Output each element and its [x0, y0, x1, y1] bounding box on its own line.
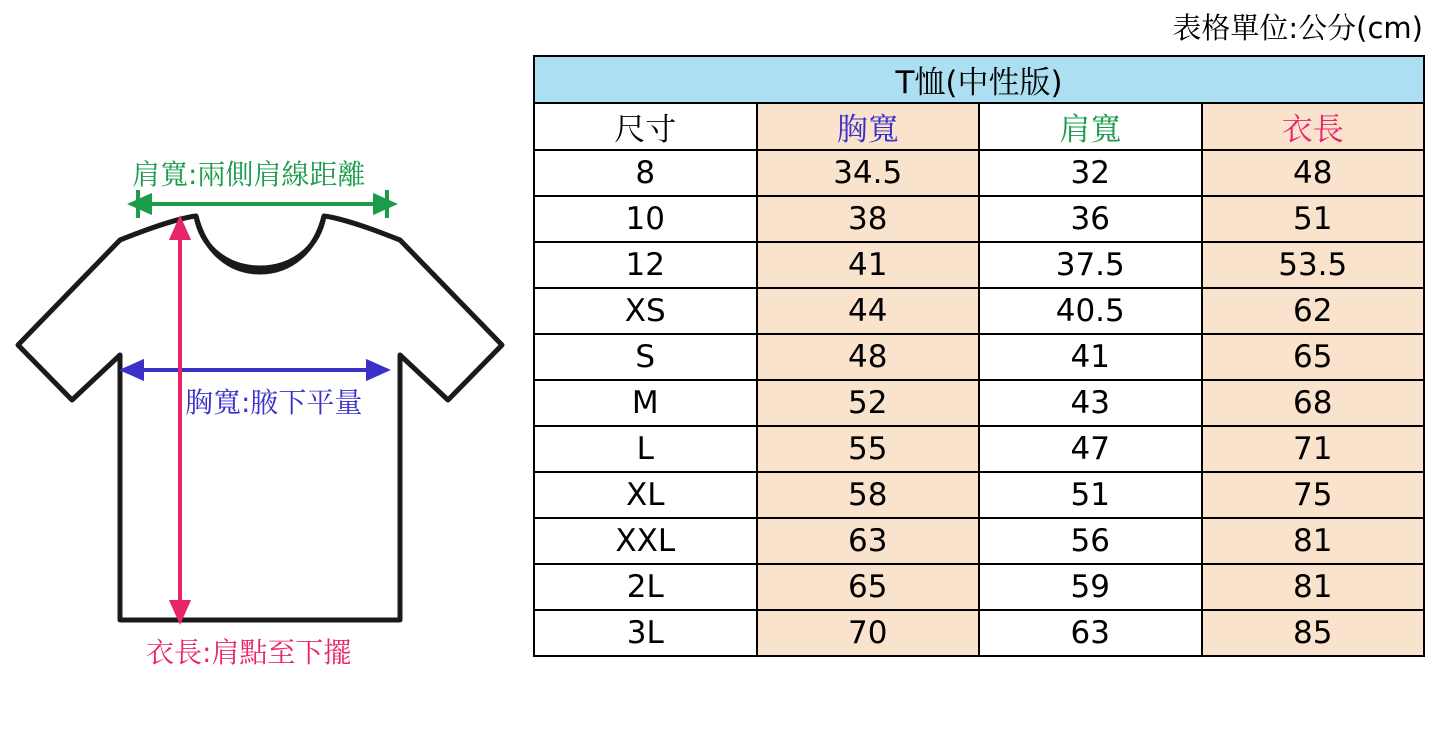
table-row — [534, 426, 1424, 472]
cell-shoulder: 36 — [979, 196, 1202, 242]
cell-chest: 41 — [757, 242, 980, 288]
cell-chest: 55 — [757, 426, 980, 472]
cell-shoulder: 37.5 — [979, 242, 1202, 288]
cell-shoulder: 59 — [979, 564, 1202, 610]
cell-size: 3L — [534, 610, 757, 656]
cell-length: 65 — [1202, 334, 1425, 380]
size-chart-table — [533, 55, 1425, 657]
cell-shoulder: 41 — [979, 334, 1202, 380]
cell-shoulder: 56 — [979, 518, 1202, 564]
cell-length: 71 — [1202, 426, 1425, 472]
cell-chest: 65 — [757, 564, 980, 610]
cell-size: L — [534, 426, 757, 472]
cell-shoulder: 40.5 — [979, 288, 1202, 334]
cell-length: 75 — [1202, 472, 1425, 518]
table-title: T恤(中性版) — [534, 56, 1424, 103]
cell-size: 8 — [534, 150, 757, 196]
cell-shoulder: 51 — [979, 472, 1202, 518]
table-row — [534, 288, 1424, 334]
cell-shoulder: 32 — [979, 150, 1202, 196]
table-row — [534, 472, 1424, 518]
cell-shoulder: 63 — [979, 610, 1202, 656]
cell-length: 51 — [1202, 196, 1425, 242]
cell-length: 68 — [1202, 380, 1425, 426]
cell-shoulder: 47 — [979, 426, 1202, 472]
shoulder-width-arrow — [132, 190, 393, 218]
cell-chest: 34.5 — [757, 150, 980, 196]
shoulder-width-label: 肩寬:兩側肩線距離 — [132, 158, 366, 191]
cell-chest: 44 — [757, 288, 980, 334]
cell-length: 81 — [1202, 518, 1425, 564]
cell-length: 53.5 — [1202, 242, 1425, 288]
table-row — [534, 518, 1424, 564]
table-row — [534, 150, 1424, 196]
table-row — [534, 196, 1424, 242]
column-header-shoulder: 肩寬 — [979, 103, 1202, 150]
table-row — [534, 242, 1424, 288]
tshirt-measurement-diagram — [0, 0, 520, 729]
column-header-chest: 胸寬 — [757, 103, 980, 150]
cell-chest: 63 — [757, 518, 980, 564]
table-row — [534, 380, 1424, 426]
cell-size: M — [534, 380, 757, 426]
cell-size: XL — [534, 472, 757, 518]
table-header-row — [534, 103, 1424, 150]
cell-chest: 52 — [757, 380, 980, 426]
cell-length: 48 — [1202, 150, 1425, 196]
cell-size: XS — [534, 288, 757, 334]
table-title-row — [534, 56, 1424, 103]
cell-size: XXL — [534, 518, 757, 564]
cell-size: 2L — [534, 564, 757, 610]
cell-size: S — [534, 334, 757, 380]
unit-note: 表格單位:公分(cm) — [1172, 11, 1423, 45]
chest-width-label: 胸寬:腋下平量 — [185, 386, 363, 419]
cell-chest: 48 — [757, 334, 980, 380]
cell-chest: 70 — [757, 610, 980, 656]
cell-size: 10 — [534, 196, 757, 242]
column-header-length: 衣長 — [1202, 103, 1425, 150]
cell-length: 85 — [1202, 610, 1425, 656]
cell-length: 81 — [1202, 564, 1425, 610]
body-length-label: 衣長:肩點至下擺 — [146, 636, 352, 669]
column-header-size: 尺寸 — [534, 103, 757, 150]
table-row — [534, 564, 1424, 610]
table-row — [534, 334, 1424, 380]
cell-length: 62 — [1202, 288, 1425, 334]
cell-shoulder: 43 — [979, 380, 1202, 426]
size-chart-area — [533, 0, 1433, 729]
cell-chest: 38 — [757, 196, 980, 242]
cell-size: 12 — [534, 242, 757, 288]
table-row — [534, 610, 1424, 656]
cell-chest: 58 — [757, 472, 980, 518]
